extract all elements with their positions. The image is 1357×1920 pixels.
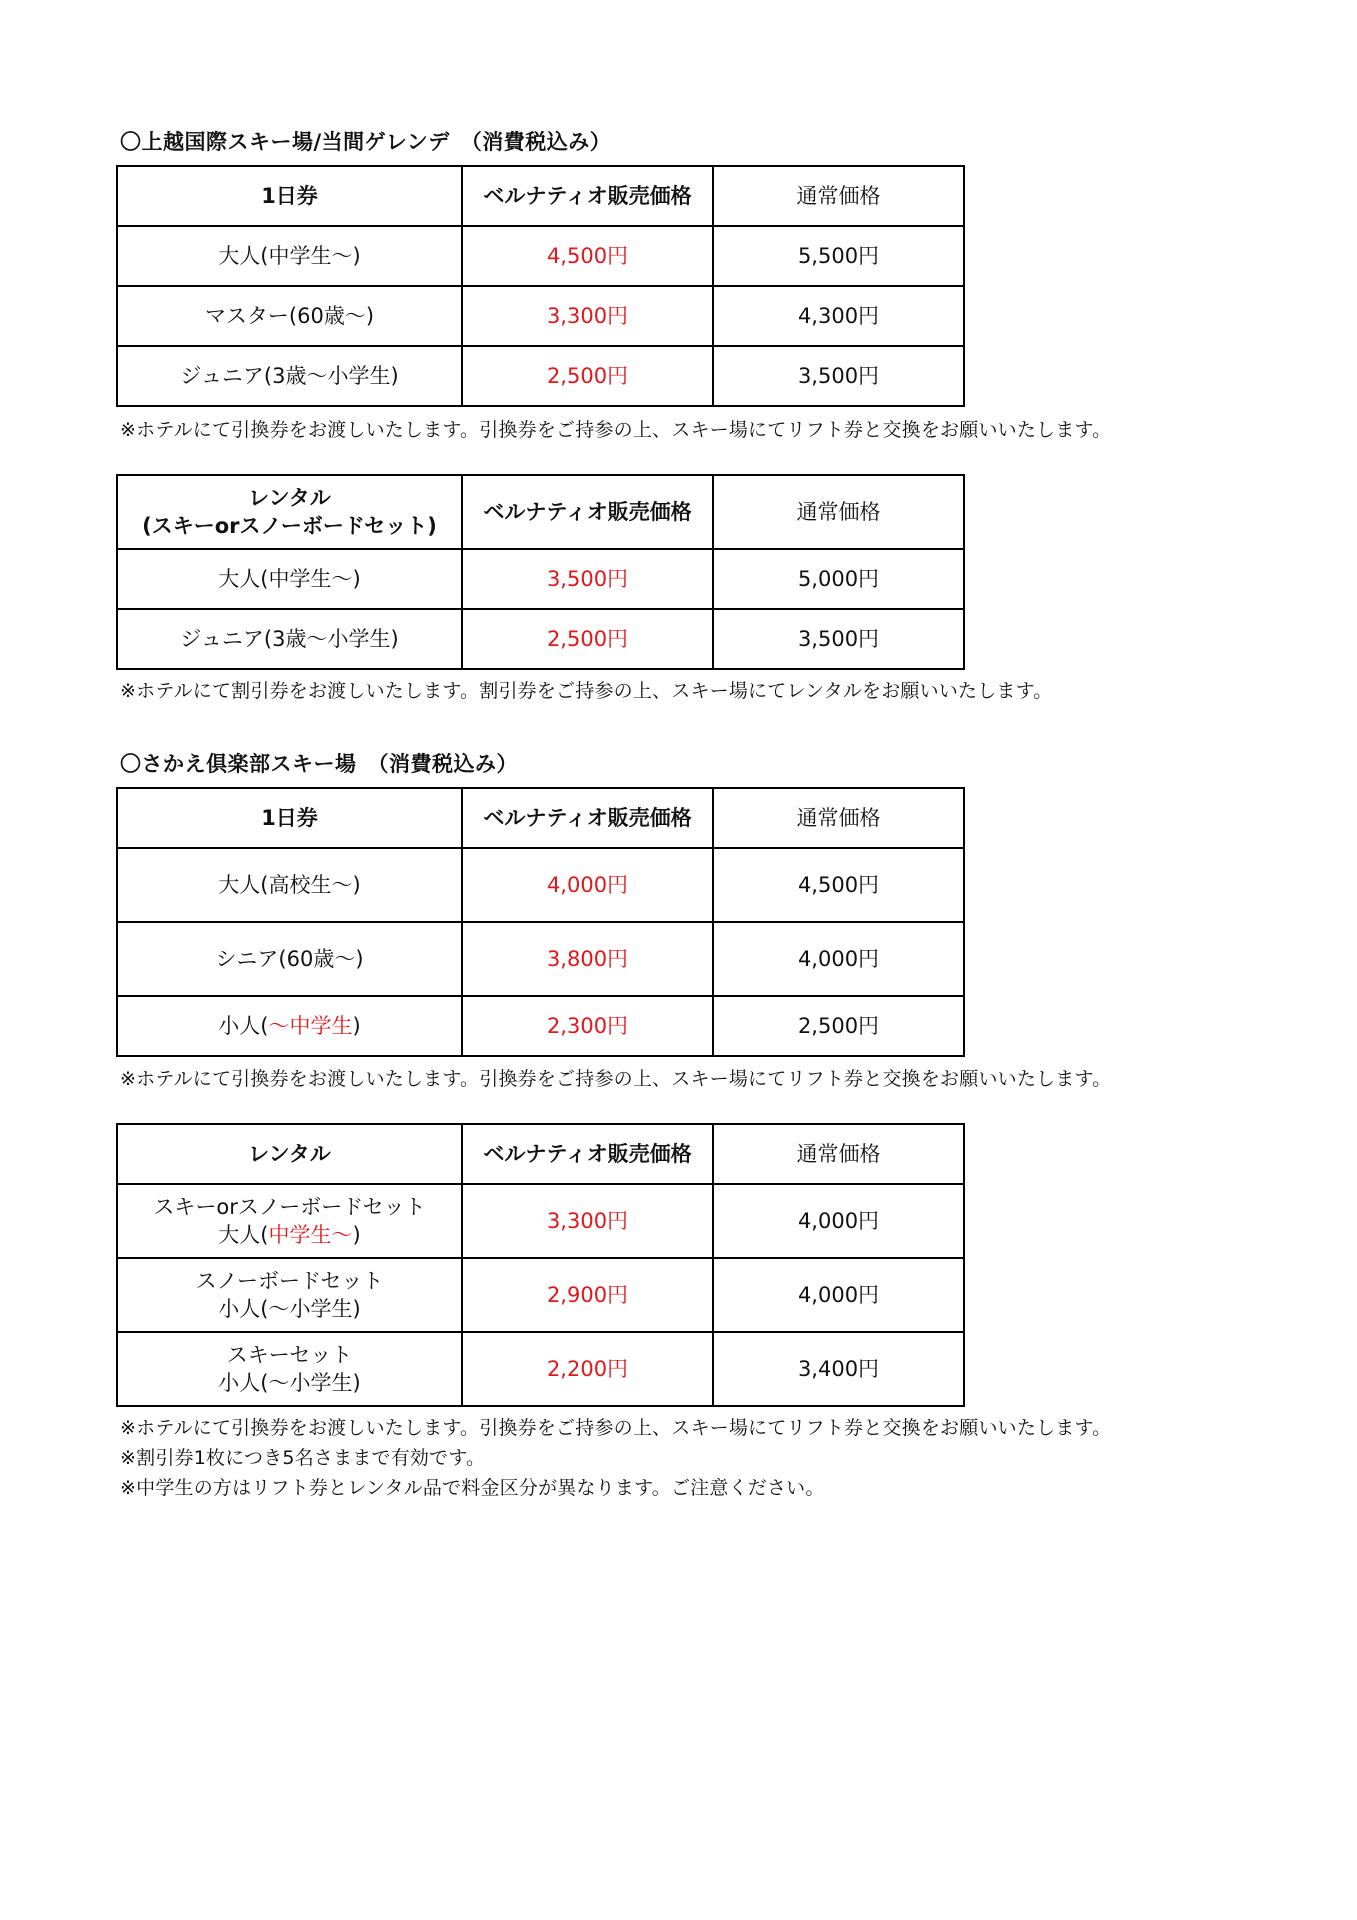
row-label — [117, 996, 462, 1056]
sale-price: 4,000円 — [462, 848, 713, 922]
label-line1: スキーorスノーボードセット — [153, 1194, 426, 1219]
header-sale-price: ベルナティオ販売価格 — [462, 1124, 713, 1184]
sale-price: 3,800円 — [462, 922, 713, 996]
sale-price: 4,500円 — [462, 226, 713, 286]
table-header-row — [117, 788, 964, 848]
label-prefix: 大人( — [218, 1223, 269, 1247]
table-row — [117, 346, 964, 406]
sale-price: 2,200円 — [462, 1332, 713, 1406]
table-row — [117, 996, 964, 1056]
table-header-row — [117, 1124, 964, 1184]
row-label: 大人(中学生～) — [117, 549, 462, 609]
header-rental-line1: レンタル — [248, 485, 331, 510]
note-discount-limit: ※割引券1枚につき5名さままで有効です。 — [120, 1447, 486, 1469]
table-row — [117, 848, 964, 922]
label-prefix: 小人( — [218, 1013, 269, 1038]
table-row — [117, 1184, 964, 1258]
note-lift-exchange: ※ホテルにて引換券をお渡しいたします。引換券をご持参の上、スキー場にてリフト券と交換をお願いいたします。 — [120, 1417, 1112, 1439]
sale-price: 3,300円 — [462, 286, 713, 346]
label-suffix: ) — [352, 1013, 361, 1038]
note-junior-high: ※中学生の方はリフト券とレンタル品で料金区分が異なります。ご注意ください。 — [120, 1477, 825, 1499]
regular-price: 4,000円 — [713, 1184, 964, 1258]
regular-price: 5,500円 — [713, 226, 964, 286]
regular-price: 3,500円 — [713, 346, 964, 406]
section-title-joetsu: 〇上越国際スキー場/当間ゲレンデ （消費税込み） — [120, 130, 612, 154]
regular-price: 3,500円 — [713, 609, 964, 669]
label-line2: 小人(～小学生) — [218, 1297, 361, 1321]
table-row — [117, 1332, 964, 1406]
row-label: ジュニア(3歳～小学生) — [117, 346, 462, 406]
header-sale-price: ベルナティオ販売価格 — [462, 166, 713, 226]
label-highlight: ～中学生 — [268, 1013, 353, 1038]
table-header-row — [117, 475, 964, 549]
header-regular-price: 通常価格 — [713, 788, 964, 848]
note-lift-exchange: ※ホテルにて引換券をお渡しいたします。引換券をご持参の上、スキー場にてリフト券と交換をお願いいたします。 — [120, 419, 1112, 441]
label-line1: スキーセット — [226, 1342, 353, 1367]
sale-price: 2,500円 — [462, 346, 713, 406]
table-row — [117, 609, 964, 669]
sale-price: 3,500円 — [462, 549, 713, 609]
sakae-rental-table — [116, 1123, 965, 1407]
header-sale-price: ベルナティオ販売価格 — [462, 788, 713, 848]
joetsu-rental-table — [116, 474, 965, 670]
header-regular-price: 通常価格 — [713, 166, 964, 226]
section-title-sakae: 〇さかえ倶楽部スキー場 （消費税込み） — [120, 752, 518, 776]
table-row — [117, 226, 964, 286]
table-row — [117, 549, 964, 609]
header-regular-price: 通常価格 — [713, 475, 964, 549]
row-label: シニア(60歳～) — [117, 922, 462, 996]
sale-price: 2,300円 — [462, 996, 713, 1056]
note-lift-exchange: ※ホテルにて引換券をお渡しいたします。引換券をご持参の上、スキー場にてリフト券と交換をお願いいたします。 — [120, 1068, 1112, 1090]
regular-price: 4,300円 — [713, 286, 964, 346]
row-label: 大人(中学生～) — [117, 226, 462, 286]
note-rental-discount: ※ホテルにて割引券をお渡しいたします。割引券をご持参の上、スキー場にてレンタルをお願いいたします。 — [120, 680, 1053, 702]
row-label: マスター(60歳～) — [117, 286, 462, 346]
regular-price: 3,400円 — [713, 1332, 964, 1406]
regular-price: 4,500円 — [713, 848, 964, 922]
label-suffix: ) — [352, 1223, 361, 1247]
table-row — [117, 922, 964, 996]
regular-price: 2,500円 — [713, 996, 964, 1056]
table-header-row — [117, 166, 964, 226]
row-label — [117, 1258, 462, 1332]
header-ticket: 1日券 — [117, 788, 462, 848]
row-label — [117, 1184, 462, 1258]
joetsu-lift-table — [116, 165, 965, 407]
label-line2 — [118, 1221, 461, 1249]
table-row — [117, 1258, 964, 1332]
label-line1: スノーボードセット — [195, 1268, 384, 1293]
row-label — [117, 1332, 462, 1406]
header-rental: レンタル — [117, 1124, 462, 1184]
row-label: ジュニア(3歳～小学生) — [117, 609, 462, 669]
row-label: 大人(高校生～) — [117, 848, 462, 922]
sale-price: 2,900円 — [462, 1258, 713, 1332]
label-line2: 小人(～小学生) — [218, 1371, 361, 1395]
label-highlight: 中学生～ — [268, 1223, 353, 1247]
header-ticket: 1日券 — [117, 166, 462, 226]
regular-price: 4,000円 — [713, 1258, 964, 1332]
regular-price: 4,000円 — [713, 922, 964, 996]
header-rental — [117, 475, 462, 549]
table-row — [117, 286, 964, 346]
sakae-lift-table — [116, 787, 965, 1057]
regular-price: 5,000円 — [713, 549, 964, 609]
header-sale-price: ベルナティオ販売価格 — [462, 475, 713, 549]
sale-price: 2,500円 — [462, 609, 713, 669]
header-rental-line2: (スキーorスノーボードセット) — [142, 514, 437, 538]
header-regular-price: 通常価格 — [713, 1124, 964, 1184]
sale-price: 3,300円 — [462, 1184, 713, 1258]
